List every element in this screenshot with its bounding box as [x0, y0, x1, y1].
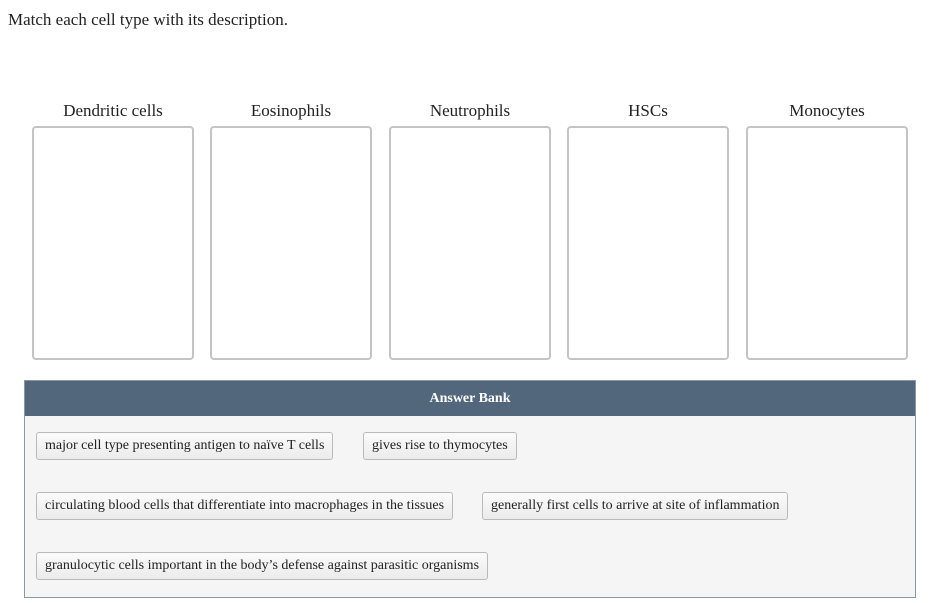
target-eosinophils — [210, 100, 372, 360]
drop-zone-eosinophils[interactable] — [210, 126, 372, 360]
answer-chip-thymocytes[interactable]: gives rise to thymocytes — [363, 432, 517, 460]
target-label: Monocytes — [789, 101, 865, 120]
target-label: Neutrophils — [429, 101, 511, 120]
drop-zone-neutrophils[interactable] — [389, 126, 551, 360]
drop-zone-dendritic-cells[interactable] — [32, 126, 194, 360]
drop-zone-monocytes[interactable] — [746, 126, 908, 360]
target-label: Eosinophils — [250, 101, 332, 120]
target-monocytes — [746, 100, 908, 360]
answer-chip-parasitic[interactable]: granulocytic cells important in the body’s defense against parasitic organisms — [36, 552, 488, 580]
answer-bank — [24, 380, 916, 598]
target-hscs — [567, 100, 729, 360]
drop-zone-hscs[interactable] — [567, 126, 729, 360]
answer-chip-antigen-presenting[interactable]: major cell type presenting antigen to naïve T cells — [36, 432, 333, 460]
answer-chip-macrophages[interactable]: circulating blood cells that differentiate into macrophages in the tissues — [36, 492, 453, 520]
target-label: Dendritic cells — [63, 101, 163, 120]
target-neutrophils — [389, 100, 551, 360]
question-prompt: Match each cell type with its description. — [8, 10, 288, 29]
target-label: HSCs — [628, 101, 668, 120]
answer-chip-inflammation[interactable]: generally first cells to arrive at site of inflammation — [482, 492, 788, 520]
answer-bank-title: Answer Bank — [25, 381, 915, 416]
target-dendritic-cells — [32, 100, 194, 360]
